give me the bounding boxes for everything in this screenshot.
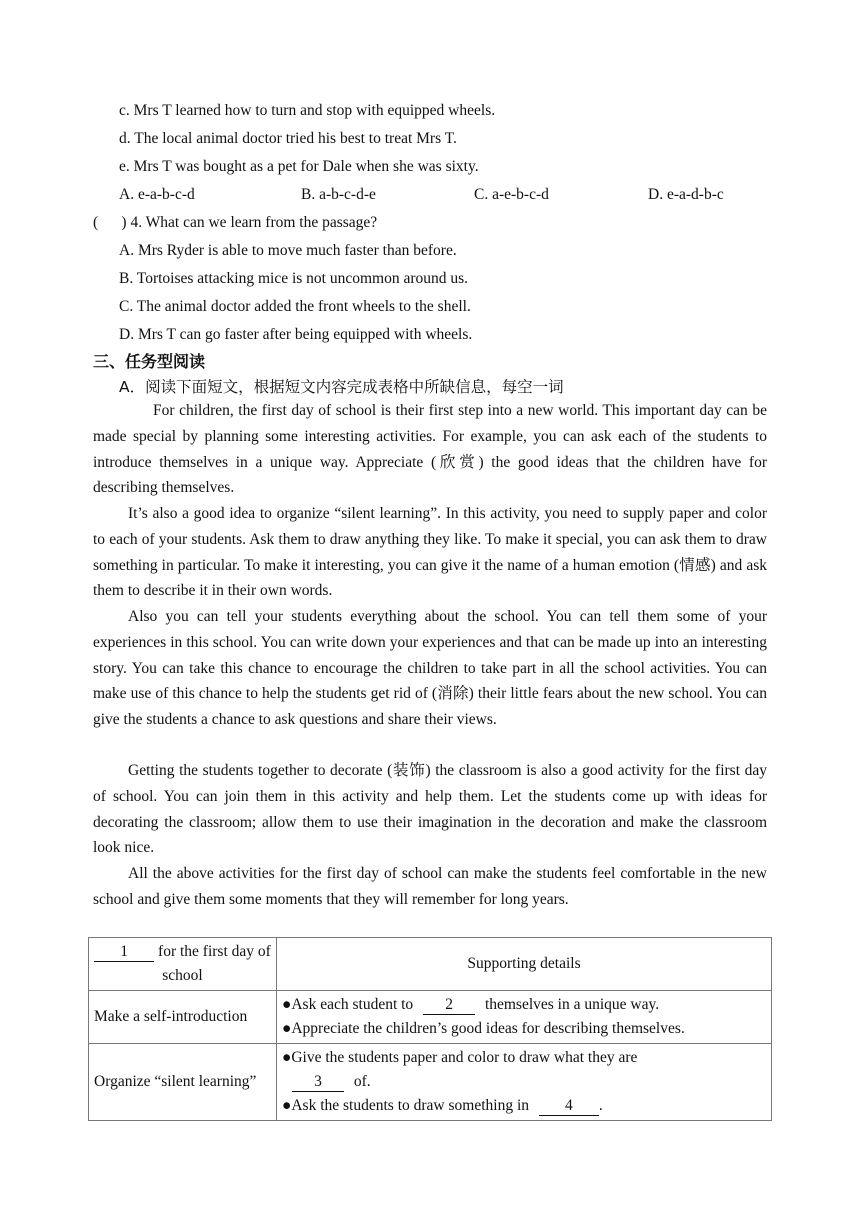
header-left-cell [89, 938, 277, 991]
row2-bullet-2-pre: ●Ask the students to draw something in [282, 1097, 530, 1114]
row2-left-cell: Organize “silent learning” [89, 1044, 277, 1121]
blank-1[interactable]: 1 [94, 943, 154, 962]
row2-bullet-1-pre: ●Give the students paper and color to draw what they are [282, 1049, 638, 1066]
row2-bullet-1 [282, 1046, 766, 1070]
row1-bullet-2: ●Appreciate the children’s good ideas for describing themselves. [282, 1020, 685, 1037]
question-4-option-c: C. The animal doctor added the front wheels to the shell. [119, 298, 471, 315]
blank-3[interactable]: 3 [292, 1073, 344, 1092]
blank-2[interactable]: 2 [423, 996, 475, 1015]
row1-bullet-1 [282, 993, 766, 1017]
question-4-stem: ( ) 4. What can we learn from the passage? [93, 214, 378, 231]
question-4-option-a: A. Mrs Ryder is able to move much faster than before. [119, 242, 457, 259]
row2-details-cell [277, 1044, 772, 1121]
statement-e: e. Mrs T was bought as a pet for Dale when she was sixty. [119, 158, 479, 175]
header-right-cell: Supporting details [277, 938, 772, 991]
row1-left-cell: Make a self-introduction [89, 991, 277, 1044]
row2-bullet-1-post: of. [353, 1073, 371, 1090]
statement-c: c. Mrs T learned how to turn and stop with equipped wheels. [119, 102, 496, 119]
passage-paragraph-2: It’s also a good idea to organize “silent learning”. In this activity, you need to supply paper and color to each of your students. Ask them to draw anything they like. To make it special, you can ask them to draw something in particular. To make it interesting, you can give it the name of a human emotion (情感) and ask them to describe it in their own words. [93, 505, 767, 600]
passage-paragraph-1: For children, the first day of school is their first step into a new world. This important day can be made special by planning some interesting activities. For example, you can ask each of the students to introduce themselves in a unique way. Appreciate (欣赏) the good ideas that the children have for describing themselves. [93, 402, 767, 497]
row2-bullet-1-cont [282, 1070, 766, 1094]
passage-paragraph-5: All the above activities for the first day of school can make the students feel comfortable in the new school and give them some moments that they will remember for long years. [93, 865, 767, 908]
question-4-option-b: B. Tortoises attacking mice is not uncommon around us. [119, 270, 469, 287]
table-row [89, 1044, 772, 1121]
section-heading: 三、任务型阅读 [93, 352, 206, 371]
blank-4[interactable]: 4 [539, 1097, 599, 1116]
row2-bullet-2 [282, 1094, 766, 1118]
row2-bullet-2-post: . [598, 1097, 603, 1114]
task-table [88, 937, 772, 1121]
choice-d: D. e-a-d-b-c [648, 186, 724, 203]
passage-paragraph-4: Getting the students together to decorate (装饰) the classroom is also a good activity for the first day of school. You can join them in this activity and help them. Let the students come up with ideas for decorating the classroom; allow them to use their imagination in the decoration and make the classroom look nice. [93, 762, 767, 857]
choice-c: C. a-e-b-c-d [474, 186, 549, 203]
passage-paragraph-3: Also you can tell your students everything about the school. You can tell them some of your experiences in this school. You can write down your experiences and that can be made up into an interesting story. You can take this chance to encourage the children to take part in all the school activities. You can make use of this chance to help the students get rid of (消除) their little fears about the new school. You can give the students a chance to ask questions and share their views. [93, 608, 767, 728]
table-header-row [89, 938, 772, 991]
row1-bullet-1-post: themselves in a unique way. [484, 996, 660, 1013]
choice-b: B. a-b-c-d-e [301, 186, 376, 203]
row1-bullet-1-pre: ●Ask each student to [282, 996, 414, 1013]
section-instruction: A．阅读下面短文，根据短文内容完成表格中所缺信息，每空一词 [119, 378, 564, 396]
header-left-text: for the first day of school [158, 943, 271, 984]
row1-details-cell [277, 991, 772, 1044]
choice-a: A. e-a-b-c-d [119, 186, 195, 203]
question-4-option-d: D. Mrs T can go faster after being equipped with wheels. [119, 326, 473, 343]
table-row [89, 991, 772, 1044]
statement-d: d. The local animal doctor tried his best to treat Mrs T. [119, 130, 457, 147]
